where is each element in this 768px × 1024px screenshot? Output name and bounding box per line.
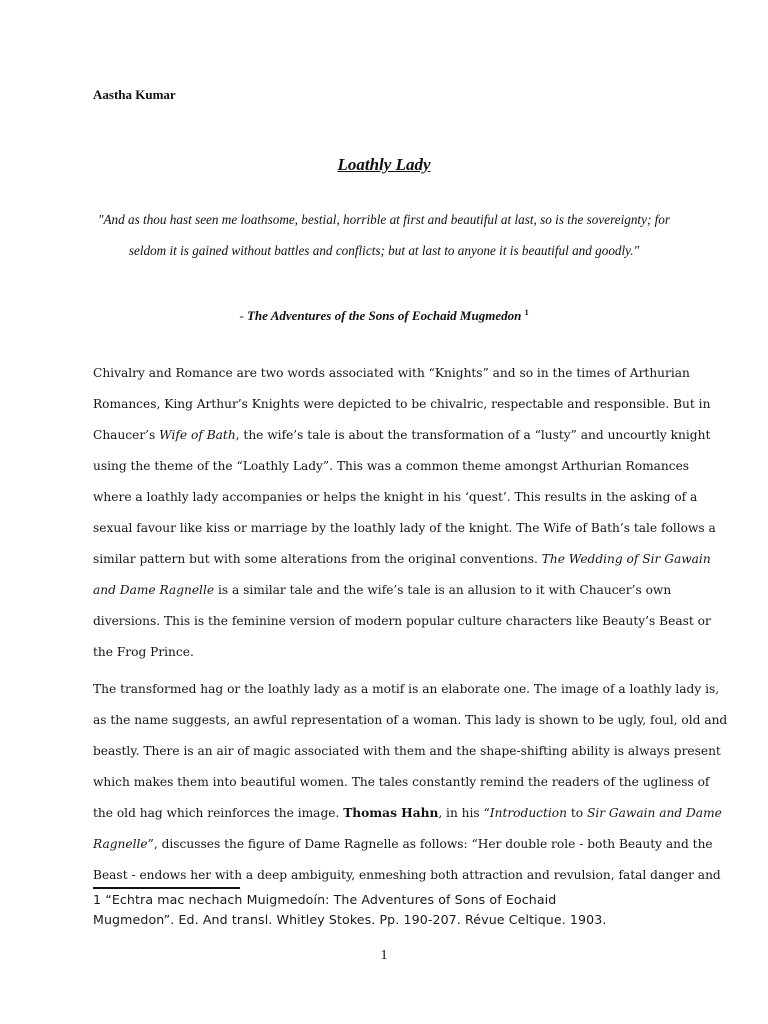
attribution-dash: - xyxy=(239,308,247,323)
paragraph-line: using the theme of the “Loathly Lady”. This was a common theme amongst Arthurian Romances xyxy=(93,459,690,473)
paragraph-line: Ragnelle”, discusses the figure of Dame Ragnelle as follows: “Her double role - both Beauty and the xyxy=(93,837,713,851)
paragraph-line: as the name suggests, an awful representation of a woman. This lady is shown to be ugly, foul, old and xyxy=(93,713,728,727)
footnote-1 xyxy=(93,890,693,930)
author-name: Aastha Kumar xyxy=(93,87,176,102)
paragraph-line: Chaucer’s Wife of Bath, the wife’s tale is about the transformation of a “lusty” and uncourtly knight xyxy=(93,428,711,442)
paragraph-line: The transformed hag or the loathly lady as a motif is an elaborate one. The image of a loathly lady is, xyxy=(93,682,720,696)
work-title-wedding-cont: and Dame Ragnelle xyxy=(93,583,215,597)
paragraph-line: the old hag which reinforces the image. Thomas Hahn, in his “Introduction to Sir Gawain and Dame xyxy=(93,806,722,820)
work-title-wife-of-bath: Wife of Bath xyxy=(159,428,236,442)
epigraph-attribution xyxy=(0,308,768,324)
body-paragraph-1 xyxy=(93,358,716,668)
cited-author: Thomas Hahn xyxy=(343,806,439,820)
paragraph-line: the Frog Prince. xyxy=(93,645,194,659)
footnote-line: Mugmedon”. Ed. And transl. Whitley Stokes. Pp. 190-207. Révue Celtique. 1903. xyxy=(93,912,607,927)
footnote-line: 1 “Echtra mac nechach Muigmedoín: The Adventures of Sons of Eochaid xyxy=(93,892,557,907)
essay-title: Loathly Lady xyxy=(337,155,431,174)
paragraph-line: beastly. There is an air of magic associated with them and the shape-shifting ability is always present xyxy=(93,744,721,758)
footnote-reference[interactable]: 1 xyxy=(524,308,529,317)
page-number: 1 xyxy=(380,948,388,963)
paragraph-line: Romances, King Arthur’s Knights were depicted to be chivalric, respectable and responsible. But in xyxy=(93,397,711,411)
paragraph-line: Chivalry and Romance are two words associated with “Knights” and so in the times of Arthurian xyxy=(93,366,690,380)
paragraph-line: which makes them into beautiful women. The tales constantly remind the readers of the ugliness of xyxy=(93,775,710,789)
body-paragraph-2 xyxy=(93,674,728,891)
work-title-wedding: The Wedding of Sir Gawain xyxy=(541,552,711,566)
paragraph-line: Beast - endows her with a deep ambiguity, enmeshing both attraction and revulsion, fatal danger and xyxy=(93,868,721,882)
paragraph-line: similar pattern but with some alterations from the original conventions. The Wedding of Sir Gawain xyxy=(93,552,711,566)
footnote-separator xyxy=(93,887,240,889)
paragraph-line: where a loathly lady accompanies or helps the knight in his ‘quest’. This results in the asking of a xyxy=(93,490,698,504)
paragraph-line: sexual favour like kiss or marriage by the loathly lady of the knight. The Wife of Bath’s tale follows a xyxy=(93,521,716,535)
epigraph-quote: "And as thou hast seen me loathsome, bestial, horrible at first and beautiful at last, so is the sovereignty; for seldom it is gained without battles and conflicts; but at last to anyone it is beautiful and goodly." xyxy=(97,212,671,258)
attribution-source: The Adventures of the Sons of Eochaid Mugmedon xyxy=(246,308,522,323)
paragraph-line: diversions. This is the feminine version of modern popular culture characters like Beauty’s Beast or xyxy=(93,614,711,628)
paragraph-line: and Dame Ragnelle is a similar tale and the wife’s tale is an allusion to it with Chaucer’s own xyxy=(93,583,672,597)
